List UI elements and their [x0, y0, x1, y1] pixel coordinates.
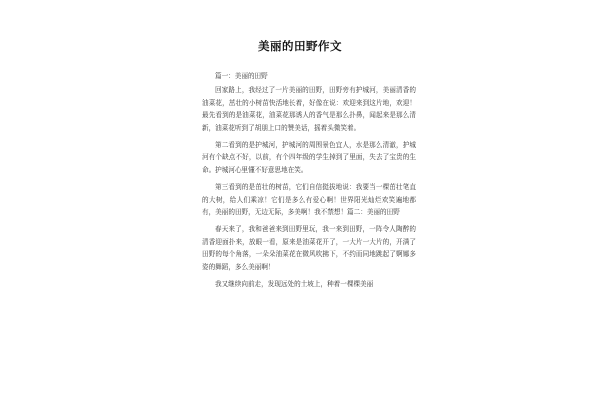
- document-title: 美丽的田野作文: [258, 39, 342, 53]
- paragraph: 我又继续向前走，发现远处的土坡上，种着一棵棵美丽: [215, 280, 374, 289]
- paragraph: 回家路上，我经过了一片美丽的田野，田野旁有护城河，美丽清香的油菜花，茁壮的小树苗快活地长着，好像在说：欢迎来到这片地，欢迎！最先看到的是油菜花，油菜花那诱人的香气是那么扑鼻，闻起来是那么清新，油菜花听到了胡朋上口的赞美话，摇着头微笑着。: [202, 86, 416, 132]
- section-heading: 篇一：美丽的田野: [215, 72, 268, 80]
- paragraph: 第三看到的是茁壮的树苗，它们自信挺拔地说：我要当一棵茁壮笔直的大树，给人们乘凉！它们是多么有爱心啊！世界阳光灿烂欢笑遍地都有，美丽的田野，无边无际，多美啊！我不禁想！篇二：美丽的田野: [202, 183, 416, 217]
- paragraph: 第二看到的是护城河，护城河的周围景色宜人，水是那么清澈，护城河有个缺点不好，以前，有个四年级的学生掉到了里面，失去了宝贵的生命。护城河心里懂不好意思地在笑。: [202, 141, 416, 174]
- paragraph: 春天来了，我和爸爸来到田野里玩，我一来到田野，一阵令人陶醉的清香迎面扑来，放眼一看，原来是油菜花开了，一大片一大片的，开满了田野的每个角落，一朵朵油菜花在微风吹拂下，不约而同地跳起了婀娜多姿的舞蹈，多么美丽啊！: [202, 225, 416, 271]
- document-body: [202, 70, 416, 296]
